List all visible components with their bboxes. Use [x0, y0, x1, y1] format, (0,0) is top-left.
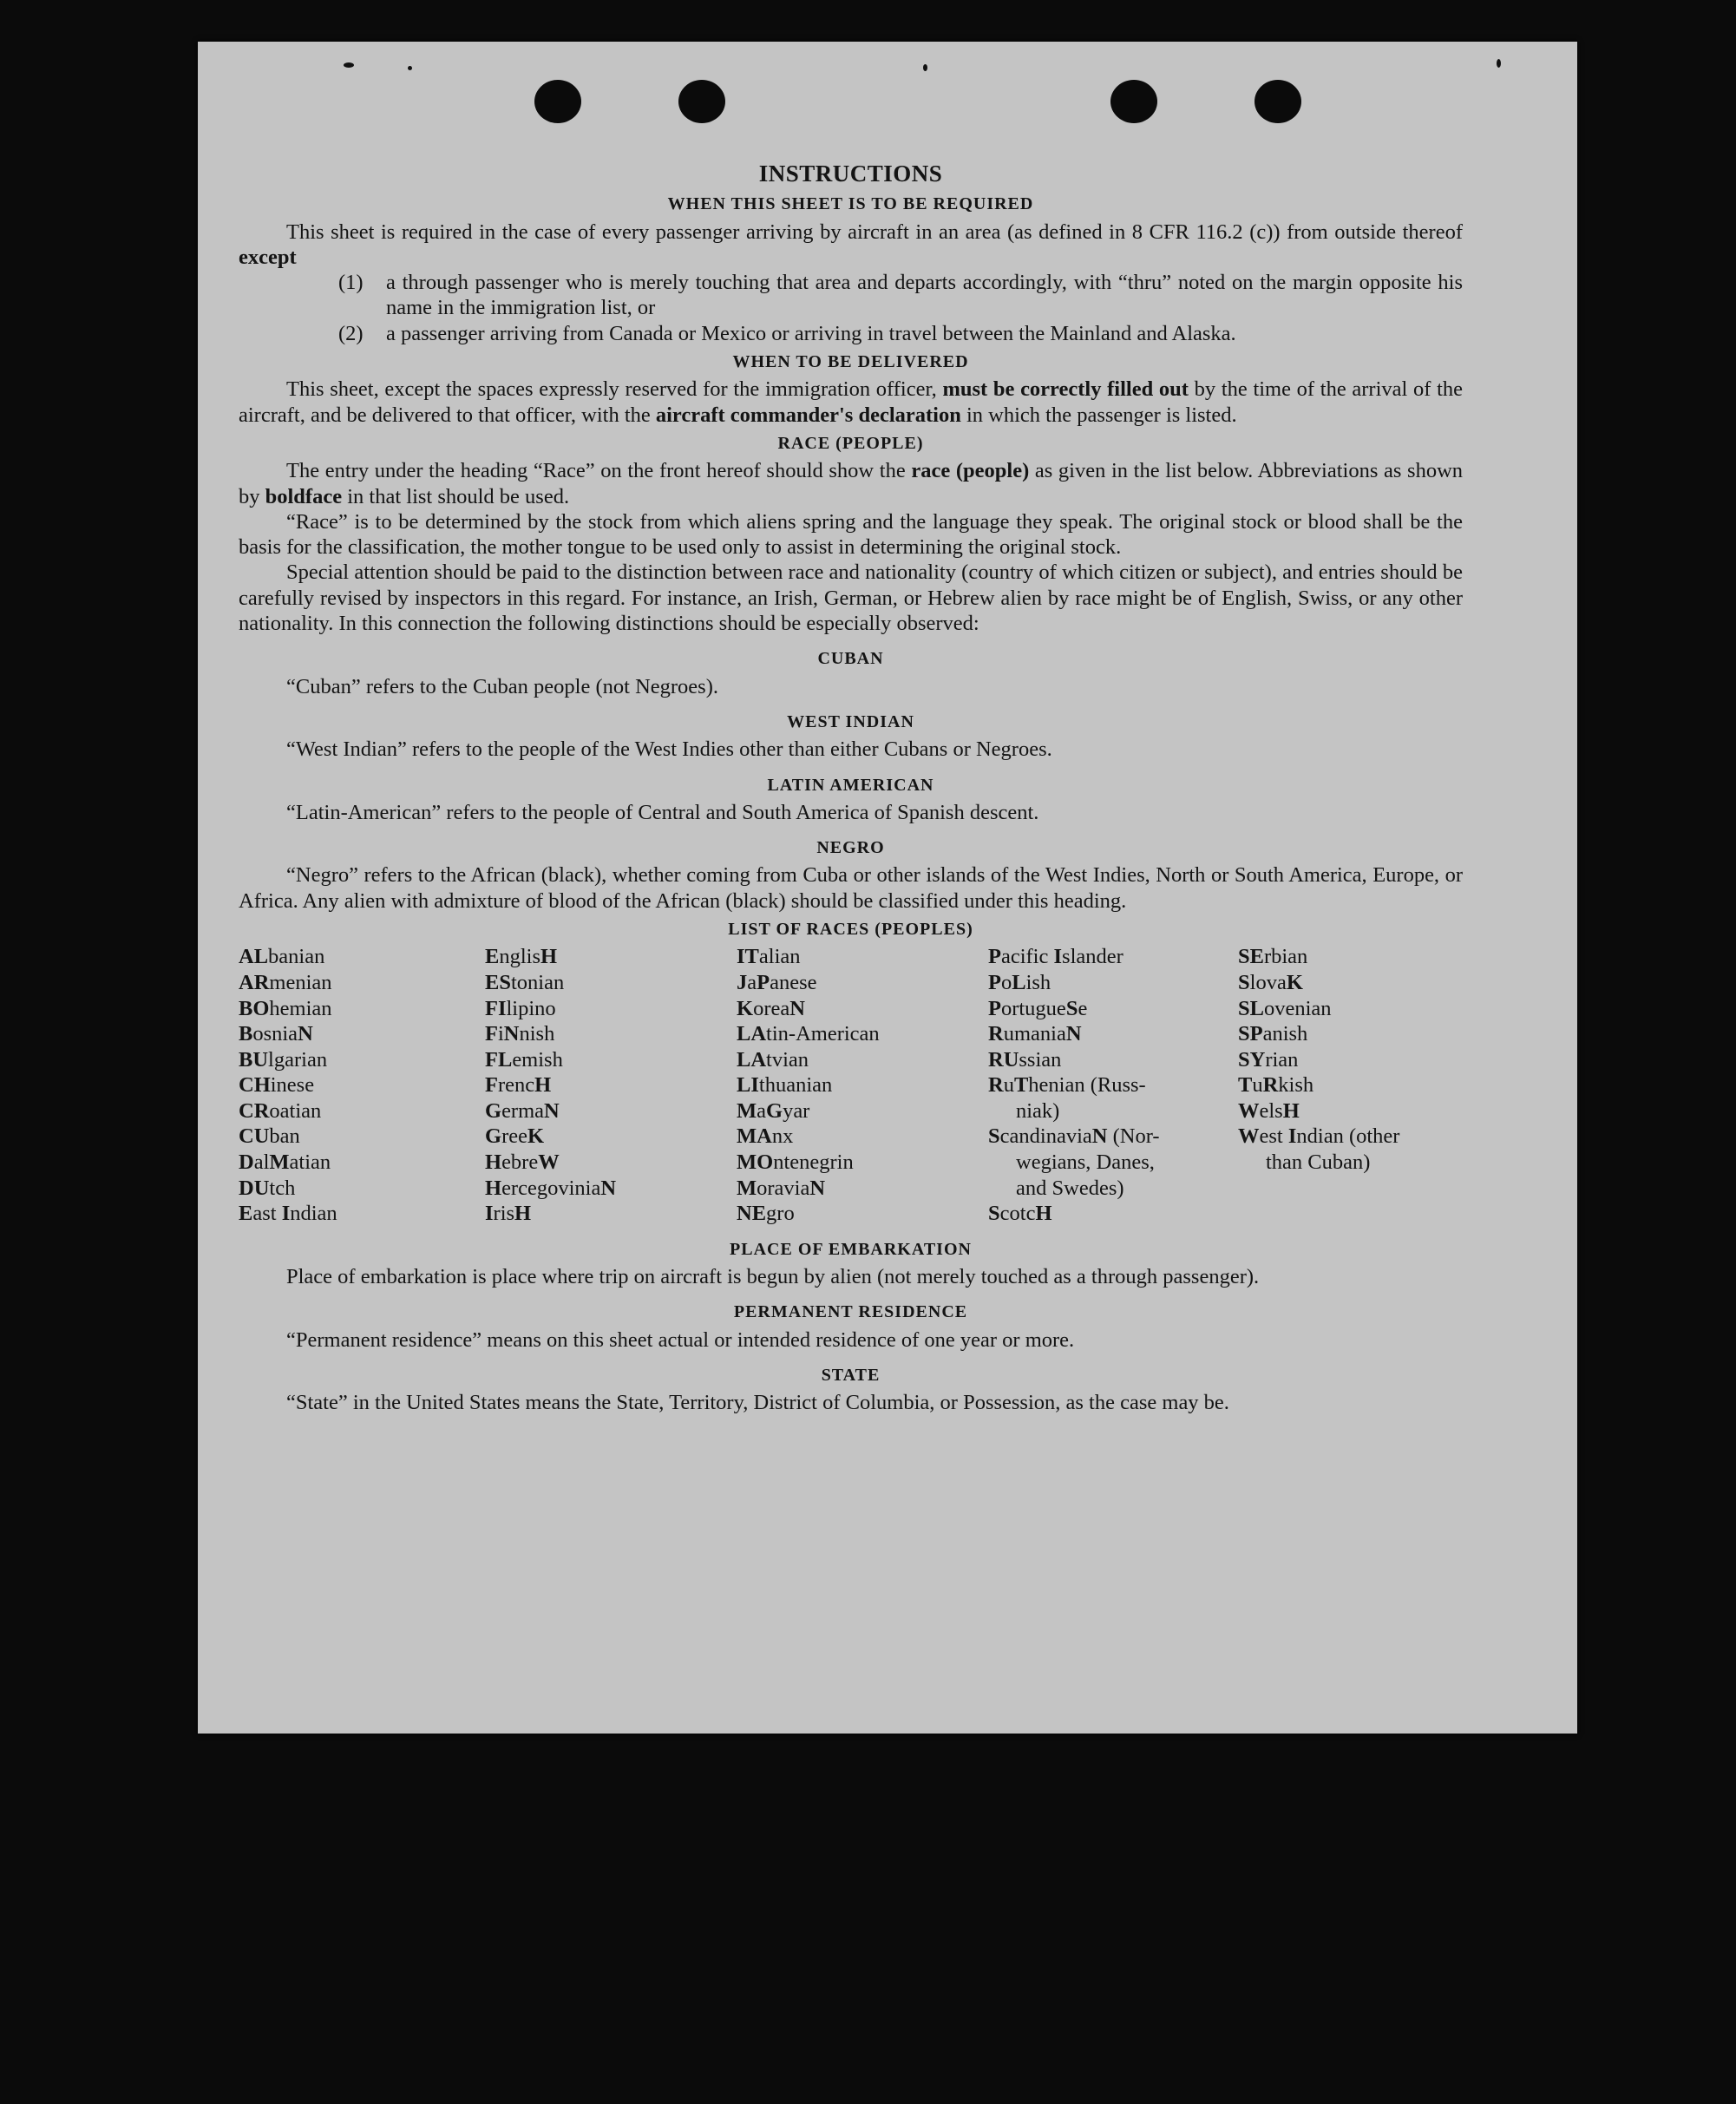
west-indian-text: “West Indian” refers to the people of the West Indies other than either Cubans or Negroes.	[286, 737, 1052, 762]
race-entry: IrisH	[485, 1202, 532, 1226]
race-entry: PoLish	[988, 970, 1051, 994]
punch-hole	[534, 80, 581, 123]
race-entry: FrencH	[485, 1073, 552, 1098]
section-heading-residence: PERMANENT RESIDENCE	[733, 1302, 968, 1322]
section-heading-embarkation: PLACE OF EMBARKATION	[730, 1239, 972, 1259]
race-entry: BUlgarian	[239, 1047, 328, 1072]
exception-item: (1) a through passenger who is merely touching that area and departs accordingly, with “thru” noted on the margin opposite his name in the immigration list, or	[338, 271, 1463, 320]
race-entry: SPanish	[1238, 1022, 1308, 1046]
race-entry: SlovaK	[1238, 970, 1303, 994]
race-entry: DUtch	[239, 1176, 296, 1200]
race-entry: GreeK	[485, 1124, 545, 1149]
race-entry-continuation: than Cuban)	[1266, 1150, 1371, 1175]
race-entry: Pacific Islander	[988, 945, 1123, 969]
race-entry: ITalian	[737, 945, 801, 969]
section-heading-when-required: WHEN THIS SHEET IS TO BE REQUIRED	[667, 194, 1034, 214]
race-entry: CUban	[239, 1124, 300, 1149]
race-entry: GermaN	[485, 1098, 560, 1123]
section-heading-when-delivered: WHEN TO BE DELIVERED	[732, 352, 969, 372]
races-column	[485, 944, 737, 1227]
race-entry: SLovenian	[1238, 996, 1332, 1020]
race-entry-continuation: wegians, Danes,	[1016, 1150, 1155, 1175]
punch-hole	[1255, 80, 1301, 123]
race-entry: ScotcH	[988, 1202, 1052, 1226]
race-entry: MOntenegrin	[737, 1150, 854, 1175]
section-heading-latin-american: LATIN AMERICAN	[767, 775, 934, 795]
race-entry: ALbanian	[239, 945, 325, 969]
ink-speck	[344, 62, 354, 68]
races-column	[239, 944, 485, 1227]
ink-speck	[1497, 59, 1501, 68]
race-entry: LAtvian	[737, 1047, 809, 1072]
when-delivered-text: This sheet, except the spaces expressly reserved for the immigration officer, must be correctly filled out by the time of the arrival of the aircraft, and be delivered to that officer, with the aircraft commander's declaration in which the passenger is listed.	[239, 377, 1464, 427]
race-entry: RUssian	[988, 1047, 1062, 1072]
race-paragraph: Special attention should be paid to the distinction between race and nationality (country of which citizen or subject), and entries should be carefully revised by inspectors in this regard. For instance, an Irish, German, or Hebrew alien by race might be of English, Swiss, or any other nationality. In this connection the following distinctions should be especially observed:	[239, 560, 1463, 636]
race-entry: NEgro	[737, 1202, 795, 1226]
race-entry: HebreW	[485, 1150, 560, 1175]
race-entry: BosniaN	[239, 1022, 313, 1046]
race-entry: CHinese	[239, 1073, 315, 1098]
race-entry: LAtin-American	[737, 1022, 880, 1046]
race-entry: MaGyar	[737, 1098, 810, 1123]
race-entry: DalMatian	[239, 1150, 331, 1175]
race-entry: BOhemian	[239, 996, 332, 1020]
ink-speck	[923, 64, 927, 71]
race-entry: LIthuanian	[737, 1073, 833, 1098]
race-entry: ARmenian	[239, 970, 332, 994]
race-entry: WelsH	[1238, 1098, 1300, 1123]
races-column	[737, 944, 988, 1227]
race-entry: CRoatian	[239, 1098, 322, 1123]
race-entry: West Indian (other	[1238, 1124, 1400, 1149]
race-entry: RuThenian (Russ-	[988, 1073, 1146, 1098]
race-entry: RumaniaN	[988, 1022, 1082, 1046]
race-entry-continuation: niak)	[1016, 1098, 1060, 1123]
race-entry: SErbian	[1238, 945, 1308, 969]
race-paragraph: “Race” is to be determined by the stock from which aliens spring and the language they speak. The original stock or blood shall be the basis for the classification, the mother tongue to be used only to assist in determining the original stock.	[239, 509, 1463, 560]
residence-text: “Permanent residence” means on this sheet actual or intended residence of one year or more.	[286, 1327, 1075, 1352]
race-entry: FiNnish	[485, 1022, 555, 1046]
race-entry: FLemish	[485, 1047, 563, 1072]
section-heading-west-indian: WEST INDIAN	[787, 711, 914, 731]
cuban-text: “Cuban” refers to the Cuban people (not Negroes).	[286, 674, 718, 698]
latin-american-text: “Latin-American” refers to the people of Central and South America of Spanish descent.	[286, 800, 1039, 824]
race-entry: EStonian	[485, 970, 565, 994]
section-heading-list-of-races: LIST OF RACES (PEOPLES)	[728, 920, 973, 940]
race-entry: JaPanese	[737, 970, 817, 994]
races-column	[988, 944, 1238, 1227]
race-entry: FIlipino	[485, 996, 556, 1020]
section-heading-cuban: CUBAN	[817, 649, 884, 669]
negro-text: “Negro” refers to the African (black), whether coming from Cuba or other islands of the West Indies, North or South America, Europe, or Africa. Any alien with admixture of blood of the African (black) should be classified under this heading.	[239, 863, 1463, 913]
section-heading-state: STATE	[821, 1366, 881, 1386]
embarkation-text: Place of embarkation is place where trip on aircraft is begun by alien (not merely touched as a through passenger).	[286, 1265, 1260, 1289]
exception-item: (2) a passenger arriving from Canada or Mexico or arriving in travel between the Mainland and Alaska.	[338, 321, 1236, 345]
race-entry: EnglisH	[485, 945, 558, 969]
state-text: “State” in the United States means the State, Territory, District of Columbia, or Possession, as the case may be.	[286, 1391, 1229, 1415]
document-sheet	[198, 42, 1577, 1734]
section-heading-negro: NEGRO	[816, 838, 885, 858]
page-title: INSTRUCTIONS	[758, 161, 943, 187]
races-list	[239, 944, 1463, 1227]
instructions-content	[239, 161, 1463, 1416]
punch-hole	[1110, 80, 1157, 123]
ink-speck	[408, 66, 412, 70]
when-required-intro: This sheet is required in the case of every passenger arriving by aircraft in an area (as defined in 8 CFR 116.2 (c)) from outside thereof except	[239, 220, 1463, 269]
race-entry: KoreaN	[737, 996, 805, 1020]
race-paragraph: The entry under the heading “Race” on the front hereof should show the race (people) as given in the list below. Abbreviations as shown by boldface in that list should be used.	[239, 459, 1464, 508]
race-entry: TuRkish	[1238, 1073, 1314, 1098]
race-entry: MoraviaN	[737, 1176, 826, 1200]
section-heading-race: RACE (PEOPLE)	[777, 433, 924, 453]
race-entry: SYrian	[1238, 1047, 1299, 1072]
race-entry: East Indian	[239, 1202, 337, 1226]
race-entry: MAnx	[737, 1124, 794, 1149]
race-entry: HercegoviniaN	[485, 1176, 617, 1200]
race-entry: PortugueSe	[988, 996, 1088, 1020]
punch-hole	[678, 80, 725, 123]
race-entry-continuation: and Swedes)	[1016, 1176, 1124, 1200]
race-entry: ScandinaviaN (Nor-	[988, 1124, 1160, 1149]
races-column	[1238, 944, 1463, 1227]
